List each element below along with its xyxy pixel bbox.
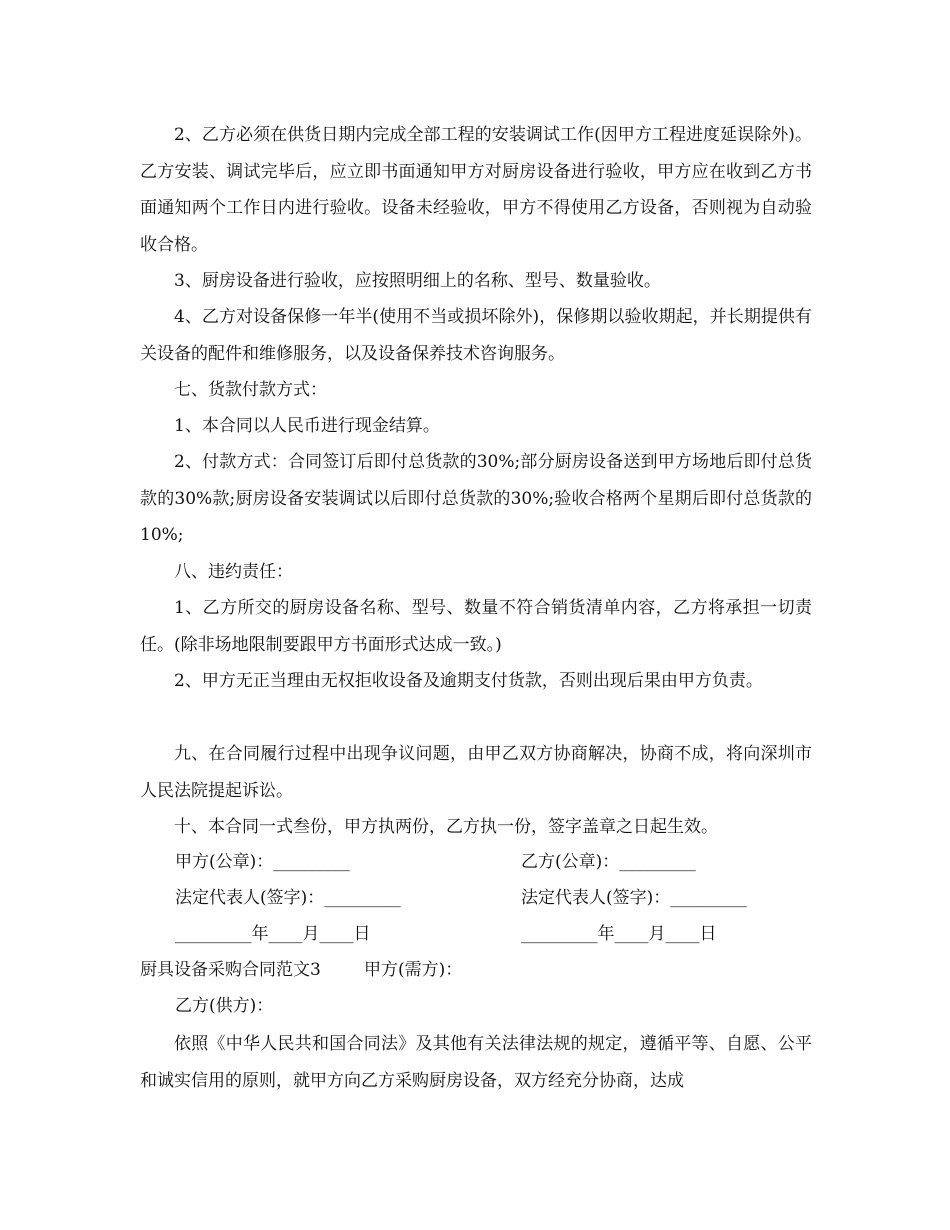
clause-installation: 2、乙方必须在供货日期内完成全部工程的安装调试工作(因甲方工程进度延误除外)。乙方安装、调试完毕后，应立即书面通知甲方对厨房设备进行验收，甲方应在收到乙方书面通知两个工作日内进行验收。设备未经验收，甲方不得使用乙方设备，否则视为自动验收合格。 (140, 125, 812, 255)
clause-acceptance: 3、厨房设备进行验收，应按照明细上的名称、型号、数量验收。 (174, 271, 661, 291)
next-contract-title: 厨具设备采购合同范文3 甲方(需方)： (140, 960, 463, 980)
clause-copies: 十、本合同一式叁份，甲方执两份，乙方执一份，签字盖章之日起生效。 (174, 817, 718, 837)
clause-party-b-liability: 1、乙方所交的厨房设备名称、型号、数量不符合销货清单内容，乙方将承担一切责任。(除非场地限制要跟甲方书面形式达成一致。) (140, 598, 812, 655)
section-liability-heading: 八、违约责任： (174, 562, 293, 582)
party-b-seal-line: 乙方(公章)：_________ (521, 852, 696, 872)
clause-dispute: 九、在合同履行过程中出现争议问题，由甲乙双方协商解决，协商不成，将向深圳市人民法院提起诉讼。 (140, 744, 812, 801)
party-b-date-line: _________年____月____日 (521, 924, 717, 944)
clause-payment-method: 2、付款方式：合同签订后即付总货款的30%;部分厨房设备送到甲方场地后即付总货款的30%款;厨房设备安装调试以后即付总货款的30%;验收合格两个星期后即付总货款的10%; (140, 452, 812, 545)
clause-party-a-liability: 2、甲方无正当理由无权拒收设备及逾期支付货款，否则出现后果由甲方负责。 (174, 671, 763, 691)
party-b-supplier-line: 乙方(供方)： (175, 996, 274, 1016)
clause-warranty: 4、乙方对设备保修一年半(使用不当或损坏除外)，保修期以验收期起，并长期提供有关设备的配件和维修服务，以及设备保养技术咨询服务。 (140, 307, 812, 364)
party-b-rep-line: 法定代表人(签字)：_________ (521, 888, 747, 908)
clause-currency: 1、本合同以人民币进行现金结算。 (174, 416, 440, 436)
party-a-date-line: _________年____月____日 (175, 924, 371, 944)
intro-paragraph: 依照《中华人民共和国合同法》及其他有关法律法规的规定，遵循平等、自愿、公平和诚实信用的原则，就甲方向乙方采购厨房设备，双方经充分协商，达成 (140, 1034, 812, 1091)
party-a-seal-line: 甲方(公章)：_________ (175, 852, 350, 872)
section-payment-heading: 七、货款付款方式： (174, 380, 327, 400)
party-a-rep-line: 法定代表人(签字)：_________ (175, 888, 401, 908)
